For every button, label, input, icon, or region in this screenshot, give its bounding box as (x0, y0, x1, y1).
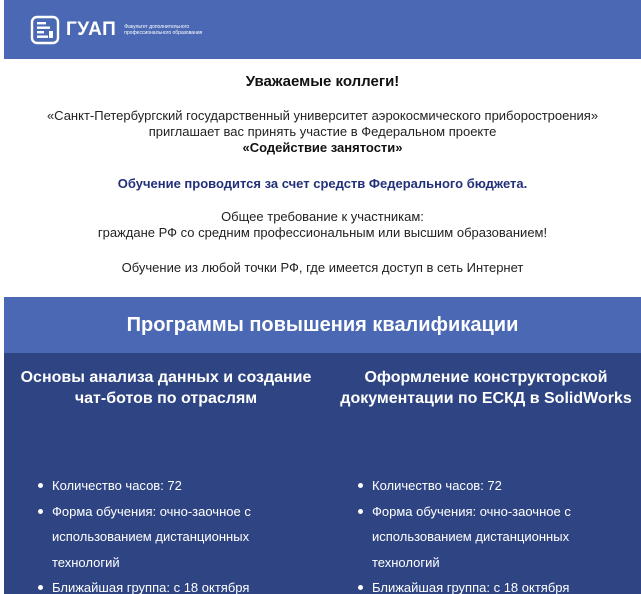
logo-emblem-icon (30, 15, 60, 45)
invitation-paragraph (44, 108, 601, 156)
program-form: Форма обучения: очно-заочное с использованием дистанционных технологий (38, 499, 278, 576)
program-form: Форма обучения: очно-заочное с использованием дистанционных технологий (358, 499, 598, 576)
program-details (336, 473, 636, 594)
invitation-text: «Санкт-Петербургский государственный университет аэрокосмического приборостроения» приглашает вас принять участие в Федеральном проекте (46, 108, 599, 139)
program-card (336, 367, 636, 594)
program-title[interactable]: Оформление конструкторской документации по ЕСКД в SolidWorks (340, 369, 632, 407)
requirement-paragraph (4, 209, 641, 241)
remote-note: Обучение из любой точки РФ, где имеется доступ в сеть Интернет (121, 260, 524, 275)
programs-section (4, 353, 641, 594)
program-next-group: Ближайшая группа: с 18 октября (358, 575, 598, 594)
program-title[interactable]: Основы анализа данных и создание чат-ботов по отраслям (20, 369, 312, 407)
programs-heading-band (4, 297, 641, 353)
programs-section-title: Программы повышения квалификации (126, 313, 519, 336)
program-card (16, 367, 316, 594)
program-hours: Количество часов: 72 (38, 473, 278, 499)
header-banner (4, 0, 641, 59)
logo-subtitle: Факультет дополнительного профессионального образования (124, 23, 203, 36)
program-details (16, 473, 316, 594)
requirement-label: Общее требование к участникам: (221, 209, 424, 224)
requirement-text: граждане РФ со средним профессиональным или высшим образованием! (97, 225, 548, 240)
funding-note: Обучение проводится за счет средств Федерального бюджета. (117, 176, 528, 191)
program-hours: Количество часов: 72 (358, 473, 598, 499)
greeting-heading: Уважаемые коллеги! (245, 73, 400, 90)
logo-name: ГУАП (66, 18, 117, 40)
guap-logo[interactable] (30, 15, 234, 45)
program-next-group: Ближайшая группа: с 18 октября (38, 575, 278, 594)
project-name: «Содействие занятости» (242, 140, 403, 155)
intro-section (4, 59, 641, 297)
